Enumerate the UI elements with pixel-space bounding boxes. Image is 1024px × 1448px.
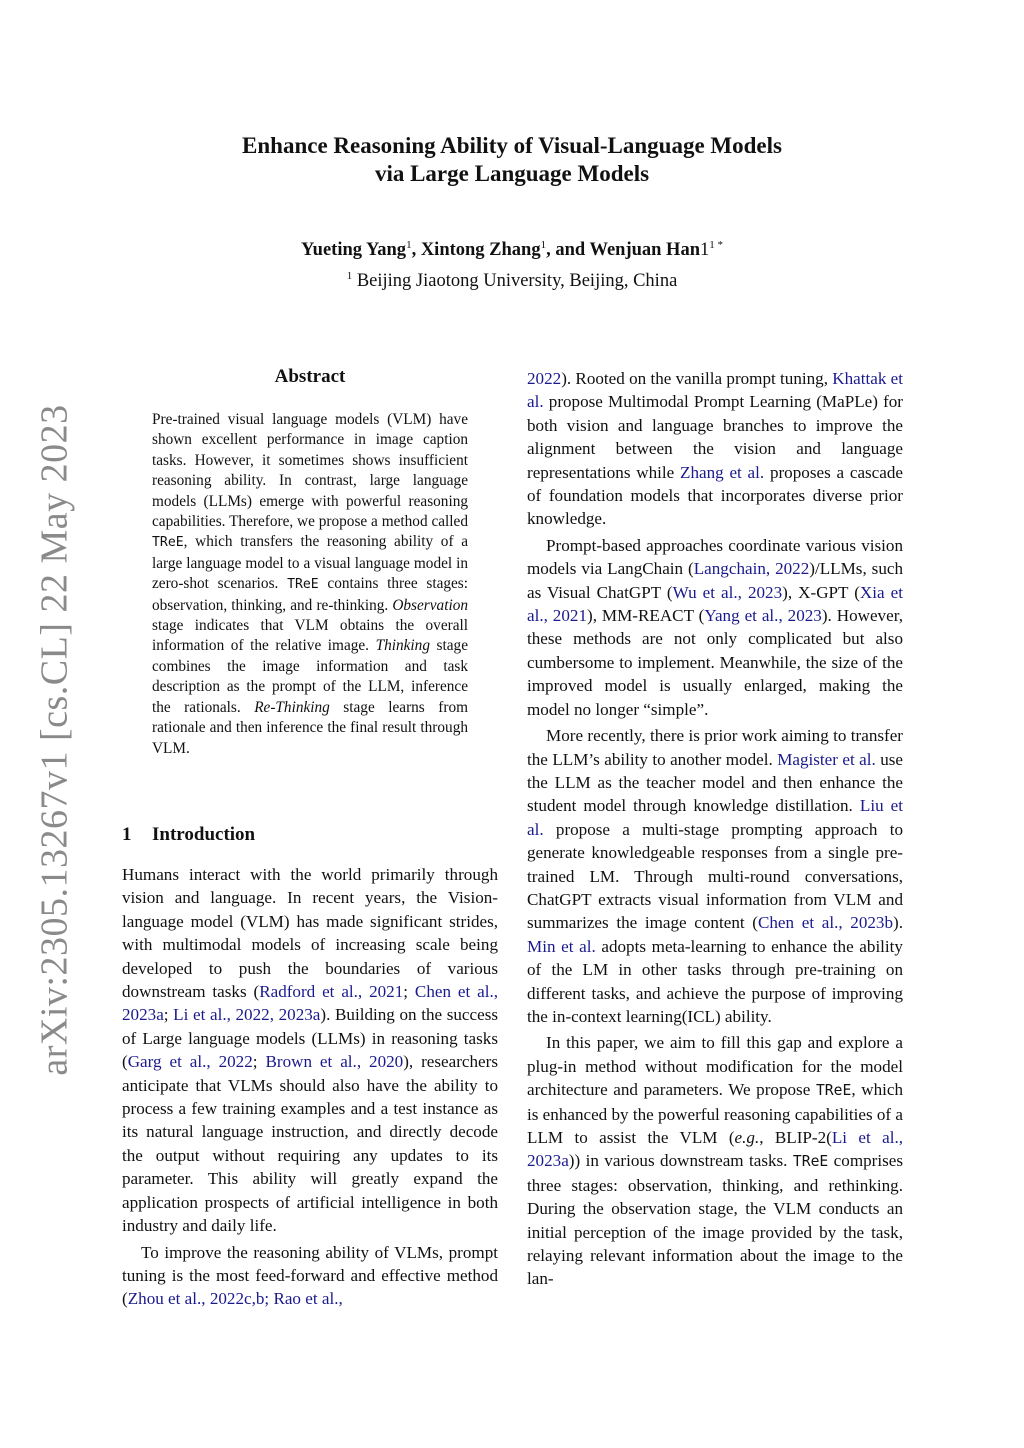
method-name-code: TReE: [287, 577, 319, 593]
stage-term: Re-Thinking: [254, 698, 330, 716]
citation-link[interactable]: Zhang et al.: [680, 462, 765, 482]
abstract-text: stage learns from rationale and then inference the final result through VLM.: [152, 698, 468, 757]
body-text: use the LLM as the teacher model and then enhance the student model through knowledge distillation.: [527, 749, 903, 816]
body-text: propose Multimodal Prompt Learning (MaPLe) for both vision and language branches to improve the alignment between the vision and language representations while: [527, 392, 903, 482]
body-text: comprises three stages: observation, thinking, and rethinking. During the observation stage, the VLM conducts an initial perception of the image provided by the task, relaying relevant information about the image to the lan-: [527, 1151, 903, 1289]
abstract-text: stage indicates that VLM obtains the overall information of the relative image.: [152, 617, 468, 655]
body-text: ), researchers anticipate that VLMs should also have the ability to process a few training examples and a test instance as its natural language instruction, and directly decode the output without requiring any updates to its parameter. This ability will greatly expand the application prospects of artificial intelligence in both industry and daily life.: [122, 1052, 498, 1236]
citation-link[interactable]: Liu et al.: [527, 796, 903, 839]
body-text: ;: [403, 982, 415, 1002]
author-2-affil: 1: [540, 239, 547, 251]
body-text: ). However, these methods are not only complicated but also cumbersome to implement. Meanwhile, the size of the improved model is usually enlarged, making the model no longer “simple”.: [527, 606, 903, 719]
left-column-body: [122, 863, 498, 1311]
affiliation-mark: 1: [346, 270, 353, 283]
title-line-1: Enhance Reasoning Ability of Visual-Language Models: [242, 133, 782, 158]
citation-link[interactable]: Garg et al., 2022: [127, 1052, 253, 1072]
author-names: [120, 232, 904, 263]
intro-paragraph-5: [527, 1031, 903, 1290]
section-heading-introduction: [122, 824, 498, 846]
body-text: ).: [893, 913, 903, 933]
arxiv-id-text: arXiv:2305.13267v1 [cs.CL] 22 May 2023: [34, 404, 77, 1076]
citation-link[interactable]: Langchain, 2022: [693, 559, 810, 579]
body-text: propose a multi-stage prompting approach to generate knowledgeable responses from a single pre-trained LM. Through multi-round conversations, ChatGPT extracts visual information from VLM and summarizes the image content (: [527, 819, 903, 933]
body-text: )/LLMs, such as Visual ChatGPT (: [527, 559, 904, 602]
citation-link[interactable]: Khattak et al.: [527, 369, 904, 412]
method-name-code: TReE: [152, 535, 184, 551]
citation-link[interactable]: Radford et al., 2021: [259, 982, 404, 1002]
body-text: proposes a cascade of foundation models that incorporates diverse prior knowledge.: [527, 462, 903, 529]
section-number: 1: [122, 824, 132, 845]
body-text: , BLIP-2(: [759, 1128, 832, 1147]
intro-paragraph-1: [122, 863, 498, 1238]
abstract-body: [152, 410, 468, 759]
affiliation: [120, 263, 904, 294]
body-text: ;: [163, 1005, 174, 1025]
latin-abbrev: e.g.: [734, 1128, 760, 1147]
body-text: ). Rooted on the vanilla prompt tuning,: [561, 369, 833, 388]
author-3-affil: 1 *: [709, 239, 723, 251]
author-block: [120, 232, 904, 294]
abstract-heading: Abstract: [274, 366, 346, 387]
body-text: More recently, there is prior work aiming to transfer the LLM’s ability to another model.: [527, 726, 903, 769]
citation-link[interactable]: Wu et al., 2023: [672, 582, 783, 602]
stage-term: Observation: [392, 596, 468, 614]
method-name-code: TReE: [792, 1153, 829, 1171]
citation-link[interactable]: Chen et al., 2023a: [122, 982, 498, 1025]
body-text: ), X-GPT (: [782, 582, 860, 602]
arxiv-identifier-sidebar: [30, 404, 80, 1076]
right-column-body: [527, 367, 903, 1291]
citation-link[interactable]: Xia et al., 2021: [527, 582, 903, 626]
author-1: Yueting Yang: [301, 240, 407, 261]
method-name-code: TReE: [815, 1082, 852, 1100]
citation-link[interactable]: Li et al., 2022, 2023a: [173, 1005, 321, 1025]
author-3: , and Wenjuan Han: [546, 240, 700, 261]
author-3-tail: 1: [699, 240, 710, 261]
intro-paragraph-4: [527, 724, 903, 1028]
abstract-text: stage combines the image information and task description as the prompt of the LLM, inference the rationals.: [152, 637, 468, 716]
abstract-paragraph: [152, 410, 468, 759]
body-text: ;: [252, 1052, 266, 1072]
body-text: ), MM-REACT (: [587, 606, 705, 626]
paper-title: [120, 132, 904, 188]
intro-paragraph-3: [527, 534, 903, 721]
intro-paragraph-2: [122, 1241, 498, 1311]
section-title: Introduction: [152, 824, 256, 845]
title-line-2: via Large Language Models: [374, 161, 650, 186]
intro-paragraph-2-cont: [527, 367, 903, 531]
abstract-text: Pre-trained visual language models (VLM) have shown excellent performance in image caption tasks. However, it sometimes shows insufficient reasoning ability. In contrast, large language models (LLMs) emerge with powerful reasoning capabilities. Therefore, we propose a method called: [152, 411, 468, 531]
body-text: In this paper, we aim to fill this gap and explore a plug-in method without modification for the model architecture and parameters. We propose: [527, 1033, 903, 1100]
body-text: To improve the reasoning ability of VLMs, prompt tuning is the most feed-forward and effective method (: [122, 1242, 498, 1309]
stage-term: Thinking: [375, 637, 430, 655]
body-text: )) in various downstream tasks.: [568, 1151, 793, 1171]
citation-link[interactable]: Min et al.: [527, 936, 596, 956]
abstract-text: , which transfers the reasoning ability of a large language model to a visual language model in zero-shot scenarios.: [152, 533, 468, 593]
abstract-text: contains three stages: observation, thinking, and re-thinking.: [152, 575, 468, 614]
body-text: Humans interact with the world primarily through vision and language. In recent years, the Vision-language model (VLM) has made significant strides, with multimodal models of increasing scale being developed to push the boundaries of various downstream tasks (: [122, 865, 498, 1002]
citation-link[interactable]: Chen et al., 2023b: [757, 913, 894, 933]
citation-link[interactable]: Brown et al., 2020: [265, 1052, 404, 1072]
citation-link[interactable]: 2022: [527, 369, 562, 388]
citation-link[interactable]: Magister et al.: [777, 749, 876, 769]
body-text: ). Building on the success of Large language models (LLMs) in reasoning tasks (: [122, 1005, 498, 1072]
body-text: , which is enhanced by the powerful reasoning capabilities of a LLM to assist the VLM (: [527, 1080, 903, 1147]
citation-link[interactable]: Li et al., 2023a: [527, 1128, 903, 1171]
citation-link[interactable]: Zhou et al., 2022c,b; Rao et al.,: [127, 1289, 343, 1309]
author-1-affil: 1: [406, 239, 412, 251]
body-text: adopts meta-learning to enhance the ability of the LM in other tasks through pre-training on different tasks, and achieve the purpose of improving the in-context learning(ICL) ability.: [527, 936, 903, 1026]
body-text: Prompt-based approaches coordinate various vision models via LangChain (: [527, 535, 903, 579]
citation-link[interactable]: Yang et al., 2023: [704, 606, 822, 626]
affiliation-text: Beijing Jiaotong University, Beijing, China: [352, 271, 678, 292]
author-2: , Xintong Zhang: [411, 240, 541, 261]
